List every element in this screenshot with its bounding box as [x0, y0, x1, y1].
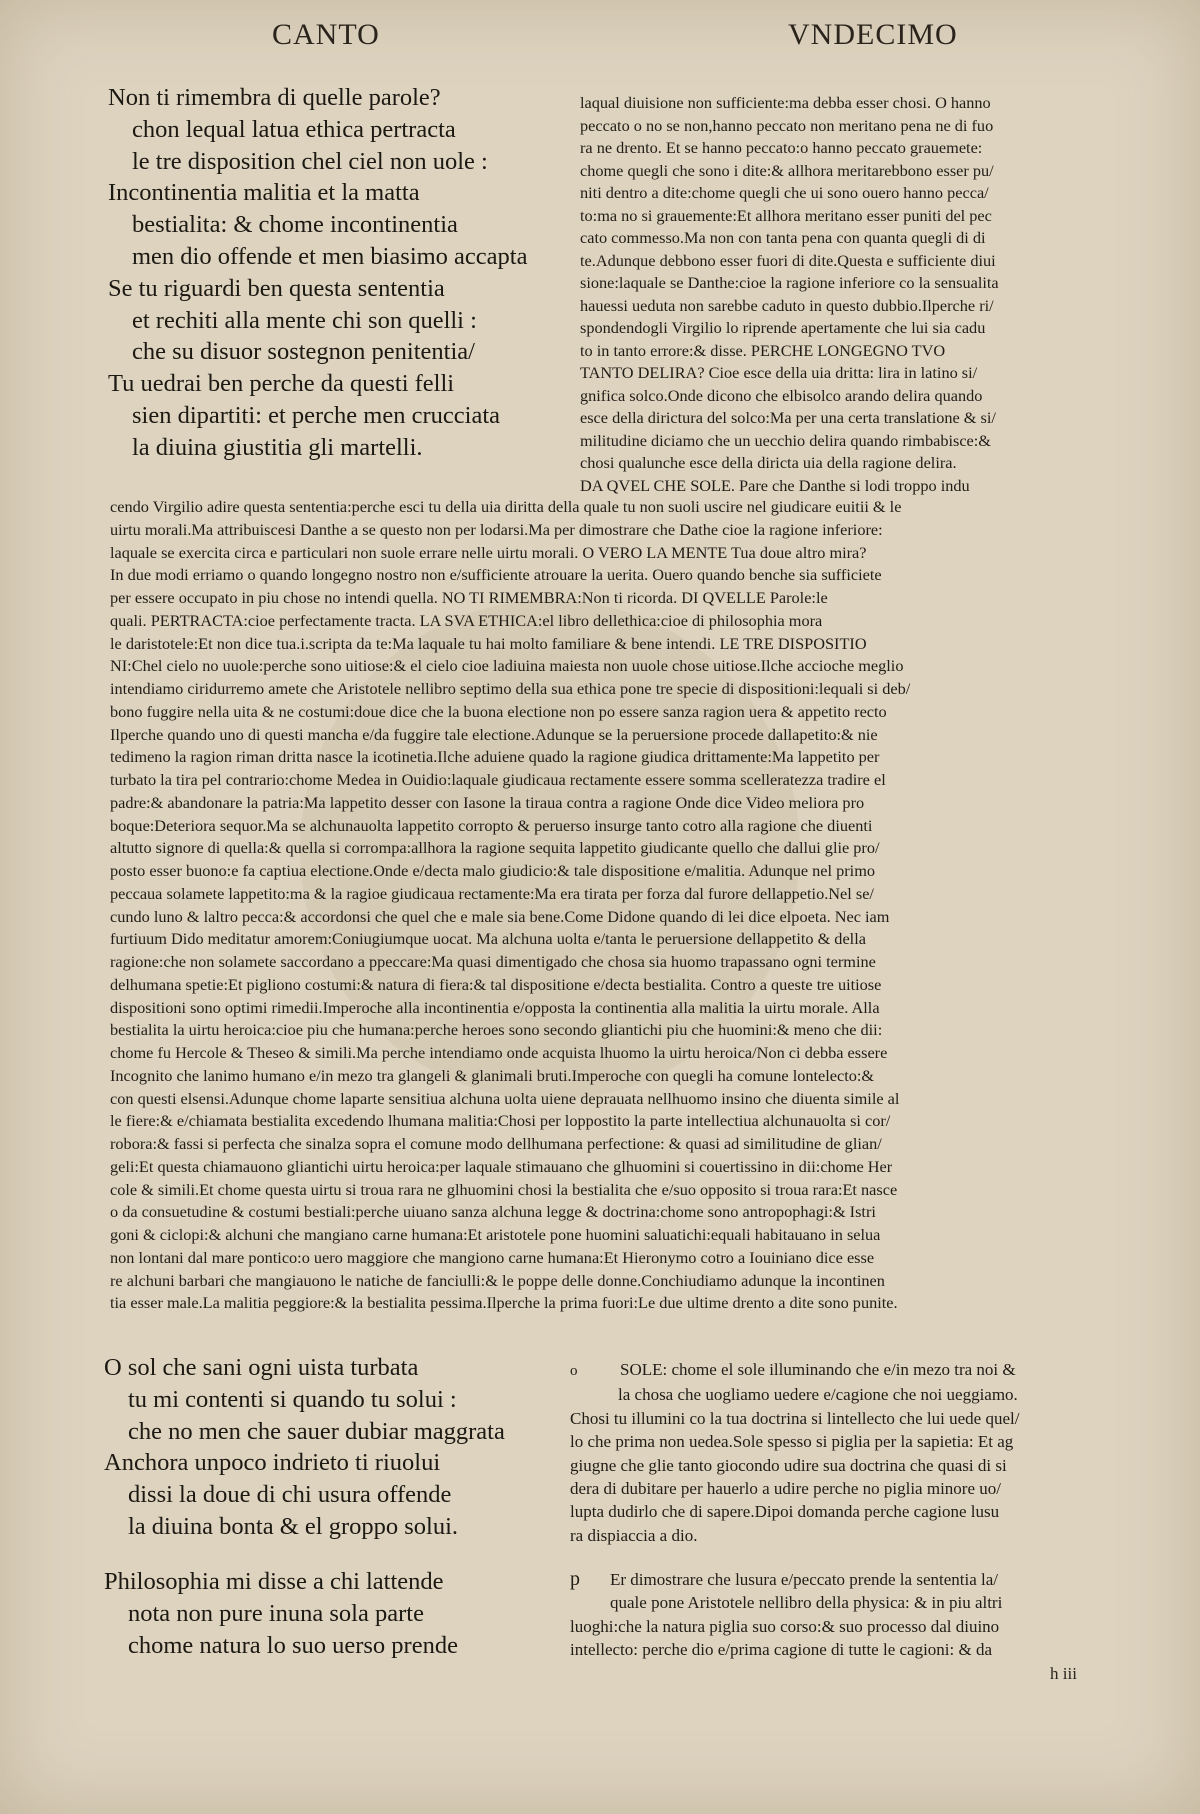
commentary-line: quali. PERTRACTA:cioe perfectamente tracta. LA SVA ETHICA:el libro dellethica:cioe di philosophia mora [110, 610, 823, 630]
commentary-line: gnifica solco.Onde dicono che elbisolco arando delira quando [580, 385, 983, 405]
commentary-line: to in tanto errore:& disse. PERCHE LONGEGNO TVO [580, 340, 946, 360]
commentary-line: esce della dirictura del solco:Ma per una certa translatione & si/ [580, 408, 996, 427]
commentary-line: Chosi tu illumini co la tua doctrina si lintellecto che lui uede quel/ [570, 1408, 1020, 1428]
commentary-line: Er dimostrare che lusura e/peccato prende la sententia la/ [610, 1570, 998, 1589]
commentary-line: chosi qualunche esce della diricta uia della ragione delira. [580, 453, 957, 472]
commentary-line: TANTO DELIRA? Cioe esce della uia dritta: lira in latino si/ [580, 363, 978, 382]
commentary-line: chome fu Hercole & Theseo & simili.Ma perche intendiamo onde acquista lhuomo la uirtu heroica/Non ci debba essere [110, 1043, 888, 1062]
commentary-line: peccato o no se non,hanno peccato non meritano pena ne di fuo [580, 115, 994, 135]
commentary-line: militudine diciamo che un uecchio delira quando rimbabisce:& [580, 430, 991, 450]
commentary-line: niti dentro a dite:chome quegli che ui sono ouero hanno pecca/ [580, 183, 989, 202]
commentary-line: robora:& fassi si perfecta che sinalza sopra el comune modo dellhumana perfectione: & quasi ad similitudine de glian/ [110, 1134, 882, 1153]
commentary-line: chome quegli che sono i dite:& allhora meritarebbono esser pu/ [580, 160, 994, 180]
commentary-line: bono fuggire nella uita & ne costumi:doue dice che la buona electione non po essere sanza ragion uera & appetito recto [110, 701, 887, 721]
verse-line: sien dipartiti: et perche men crucciata [132, 401, 501, 429]
commentary-line: giugne che glie tanto giocondo udire sua doctrina che quasi di si [570, 1455, 1007, 1475]
commentary-line: non lontani dal mare pontico:o uero maggiore che mangiono carne humana:Et Hieronymo cotro a Iouiniano dice esse [110, 1247, 875, 1267]
commentary-line: cato commesso.Ma non con tanta pena con quanta quegli di di [580, 228, 986, 247]
commentary-line: quale pone Aristotele nellibro della physica: & in piu altri [610, 1593, 1003, 1613]
verse-line: tu mi contenti si quando tu solui : [128, 1385, 457, 1413]
commentary-full-width [110, 496, 1115, 1315]
verse-line: O sol che sani ogni uista turbata [104, 1354, 419, 1381]
commentary-line: luoghi:che la natura piglia suo corso:& suo processo dal diuino [570, 1616, 1000, 1636]
commentary-line: le daristotele:Et non dice tua.i.scripta da te:Ma laquale tu hai molto familiare & bene intendi. LE TRE DISPOSITIO [110, 633, 867, 653]
verse-block-bottom-1 [104, 1352, 505, 1543]
commentary-line: delhumana spetie:Et pigliono costumi:& natura di fiera:& tal dispositione e/decta bestialita. Contro a queste tre uitiose [110, 974, 882, 994]
commentary-line: dispositioni sono optimi rimedii.Imperoche alla incontinentia e/opposta la continentia alla malitia la uirtu morale. Alla [110, 997, 880, 1017]
commentary-line: ra ne drento. Et se hanno peccato:o hanno peccato grauemete: [580, 138, 983, 157]
commentary-line: laquale se exercita circa e particulari non suole errare nelle uirtu morali. O VERO LA MENTE Tua doue altro mira? [110, 542, 867, 562]
commentary-line: goni & ciclopi:& alchuni che mangiano carne humana:Et aristotele pone huomini saluatichi:equali habitauano in selua [110, 1225, 881, 1244]
verse-block-bottom-2 [104, 1566, 458, 1661]
verse-line: chon lequal latua ethica pertracta [132, 115, 456, 143]
verse-line: Tu uedrai ben perche da questi felli [108, 370, 455, 398]
commentary-line: tedimeno la ragion riman dritta nasce la icotinetia.Ilche aduiene quado la ragione giudica drittamente:Ma lappetito per [110, 747, 880, 767]
commentary-line: Incognito che lanimo humano e/in mezo tra glangeli & glanimali bruti.Imperoche con quegli ha comune lontelecto:& [110, 1065, 875, 1085]
commentary-line: posto esser buono:e fa captiua electione.Onde e/decta malo giudicio:& tale dispositione e/malitia. Adunque nel primo [110, 861, 876, 880]
commentary-line: geli:Et questa chiamauono gliantichi uirtu heroica:per laquale stimauano che glhuomini si couertissino in dii:chome Her [110, 1156, 893, 1176]
guide-letter: p [570, 1568, 580, 1590]
commentary-line: spondendogli Virgilio lo riprende apertamente che lui sia cadu [580, 318, 986, 337]
signature-mark: h iii [1050, 1664, 1077, 1683]
commentary-line: to:ma no si grauemente:Et allhora meritano esser puniti del pec [580, 205, 992, 225]
commentary-line: la chosa che uogliamo uedere e/cagione che noi ueggiamo. [618, 1385, 1018, 1405]
commentary-line: furtiuum Dido meditatur amorem:Coniugiumque uocat. Ma alchuna uolta e/tanta le peruersione dellappetito & della [110, 929, 866, 949]
verse-line: chome natura lo suo uerso prende [128, 1631, 458, 1659]
verse-line: le tre disposition chel ciel non uole : [132, 147, 488, 175]
commentary-line: altutto signore di quella:& quella si corrompa:allhora la ragione sequita lappetito giudicante quello che dallui glie pro/ [110, 838, 880, 858]
commentary-line: In due modi erriamo o quando longegno nostro non e/sufficiente atrouare la uerita. Ouero quando benche sia sufficiete [110, 565, 882, 585]
verse-line: Anchora unpoco indrieto ti riuolui [104, 1449, 441, 1477]
commentary-line: intendiamo ciridurremo amete che Aristotele nellibro septimo della sua ethica pone tre specie di dispositioni:lequali si deb/ [110, 679, 911, 698]
verse-line: dissi la doue di chi usura offende [128, 1481, 452, 1509]
commentary-column-top [580, 92, 1120, 497]
commentary-line: hauessi ueduta non sarebbe caduto in questo dubbio.Ilperche ri/ [580, 295, 994, 315]
commentary-line: cundo luno & laltro pecca:& accordonsi che quel che e male sia bene.Come Didone quando di lei dice elpoeta. Nec iam [110, 906, 890, 926]
commentary-line: te.Adunque debbono esser fuori di dite.Questa e sufficiente diui [580, 250, 996, 270]
commentary-line: con questi elsensi.Adunque chome laparte sensitiua alchuna uolta uiene deprauata nellhuomo insino che diuenta simile al [110, 1088, 900, 1108]
commentary-line: o da consuetudine & costumi bestiali:perche uiuano sanza alchuna legge & doctrina:chome sono antropophagi:& Istri [110, 1202, 876, 1222]
verse-block-top [108, 82, 527, 464]
commentary-line: lo che prima non uedea.Sole spesso si piglia per la sapietia: Et ag [570, 1432, 1014, 1452]
verse-line: et rechiti alla mente chi son quelli : [132, 306, 477, 334]
verse-line: che su disuor sostegnon penitentia/ [132, 338, 475, 366]
commentary-line: cole & simili.Et chome questa uirtu si troua rara ne glhuomini chosi la bestialita che e/suo opposito si troua rara:Et nasce [110, 1179, 898, 1199]
commentary-line: ra dispiaccia a dio. [570, 1525, 698, 1545]
verse-line: nota non pure inuna sola parte [128, 1599, 424, 1627]
commentary-line: re alchuni barbari che mangiauono le natiche de fanciulli:& le poppe delle donne.Conchiudiamo adunque la incontinen [110, 1270, 885, 1290]
running-head-right: VNDECIMO [788, 18, 958, 51]
verse-line: Incontinentia malitia et la matta [108, 179, 420, 207]
commentary-line: DA QVEL CHE SOLE. Pare che Danthe si lodi troppo indu [580, 475, 970, 495]
verse-line: che no men che sauer dubiar maggrata [128, 1417, 505, 1445]
commentary-line: cendo Virgilio adire questa sententia:perche esci tu della uia diritta della quale tu non suoli uscire nel giudicare euitii & le [110, 497, 902, 516]
commentary-line: padre:& abandonare la patria:Ma lappetito desser con Iasone la tiraua contra a ragione Onde dice Video meliora pro [110, 792, 865, 812]
commentary-column-bottom-1 [570, 1358, 1120, 1547]
commentary-column-bottom-2 [570, 1568, 1120, 1662]
commentary-line: uirtu morali.Ma attribuiscesi Danthe a se questo non per lodarsi.Ma per dimostrare che Dathe cioe la ragione inferiore: [110, 519, 883, 539]
commentary-line: peccaua solamete lappetito:ma & la ragioe giudicaua rectamente:Ma era tirata per forza dal furore dellappetio.Nel se/ [110, 883, 874, 903]
running-head-left: CANTO [272, 18, 380, 51]
guide-letter: o [570, 1363, 578, 1379]
commentary-line: turbato la tira pel contrario:chome Medea in Ouidio:laquale giudicaua rectamente essere somma scelleratezza tradire el [110, 770, 886, 789]
commentary-line: per essere occupato in piu chose no intendi quella. NO TI RIMEMBRA:Non ti ricorda. DI QVELLE Parole:le [110, 588, 828, 607]
commentary-line: intellecto: perche dio e/prima cagione di tutte le cagioni: & da [570, 1640, 993, 1660]
commentary-line: NI:Chel cielo no uuole:perche sono uitiose:& el cielo cioe ladiuina maiesta non uuole chose uitiose.Ilche accioche meglio [110, 656, 904, 676]
commentary-line: bestialita la uirtu heroica:cioe piu che humana:perche heroes sono secondo gliantichi piu che huomini:& meno che dii: [110, 1020, 883, 1040]
verse-line: la diuina bonta & el groppo solui. [128, 1512, 459, 1540]
verse-line: Se tu riguardi ben questa sententia [108, 274, 445, 302]
commentary-line: tia esser male.La malitia peggiore:& la bestialita pessima.Ilperche la prima fuori:Le due ultime drento a dite sono punite. [110, 1293, 898, 1313]
commentary-line: boque:Deteriora sequor.Ma se alchunauolta lappetito corropto & peruerso insurge tanto cotro alla ragione che diuenti [110, 815, 873, 835]
verse-line: men dio offende et men biasimo accapta [132, 242, 528, 270]
verse-line: Philosophia mi disse a chi lattende [104, 1568, 444, 1595]
commentary-line: dera di dubitare per hauerlo a udire perche no piglia minore uo/ [570, 1479, 1001, 1499]
verse-line: la diuina giustitia gli martelli. [132, 433, 423, 461]
commentary-line: Ilperche quando uno di questi mancha e/da fuggire tale electione.Adunque se la peruersione procede dallapetito:& nie [110, 724, 878, 744]
commentary-line: le fiere:& e/chiamata bestialita excedendo lhumana malitia:Chosi per loppostito la parte intellectiua alchunauolta si cor/ [110, 1111, 891, 1131]
commentary-line: SOLE: chome el sole illuminando che e/in mezo tra noi & [620, 1360, 1016, 1379]
commentary-line: lupta dudirlo che di sapere.Dipoi domanda perche cagione lusu [570, 1502, 1000, 1522]
commentary-line: sione:laquale se Danthe:cioe la ragione inferiore co la sensualita [580, 273, 999, 292]
verse-line: Non ti rimembra di quelle parole? [108, 84, 441, 111]
verse-line: bestialita: & chome incontinentia [132, 211, 458, 239]
commentary-line: ragione:che non solamete saccordano a ppeccare:Ma quasi dimentigado che chosa sia huomo trapassano ogni termine [110, 952, 876, 971]
commentary-line: laqual diuisione non sufficiente:ma debba esser chosi. O hanno [580, 93, 991, 112]
